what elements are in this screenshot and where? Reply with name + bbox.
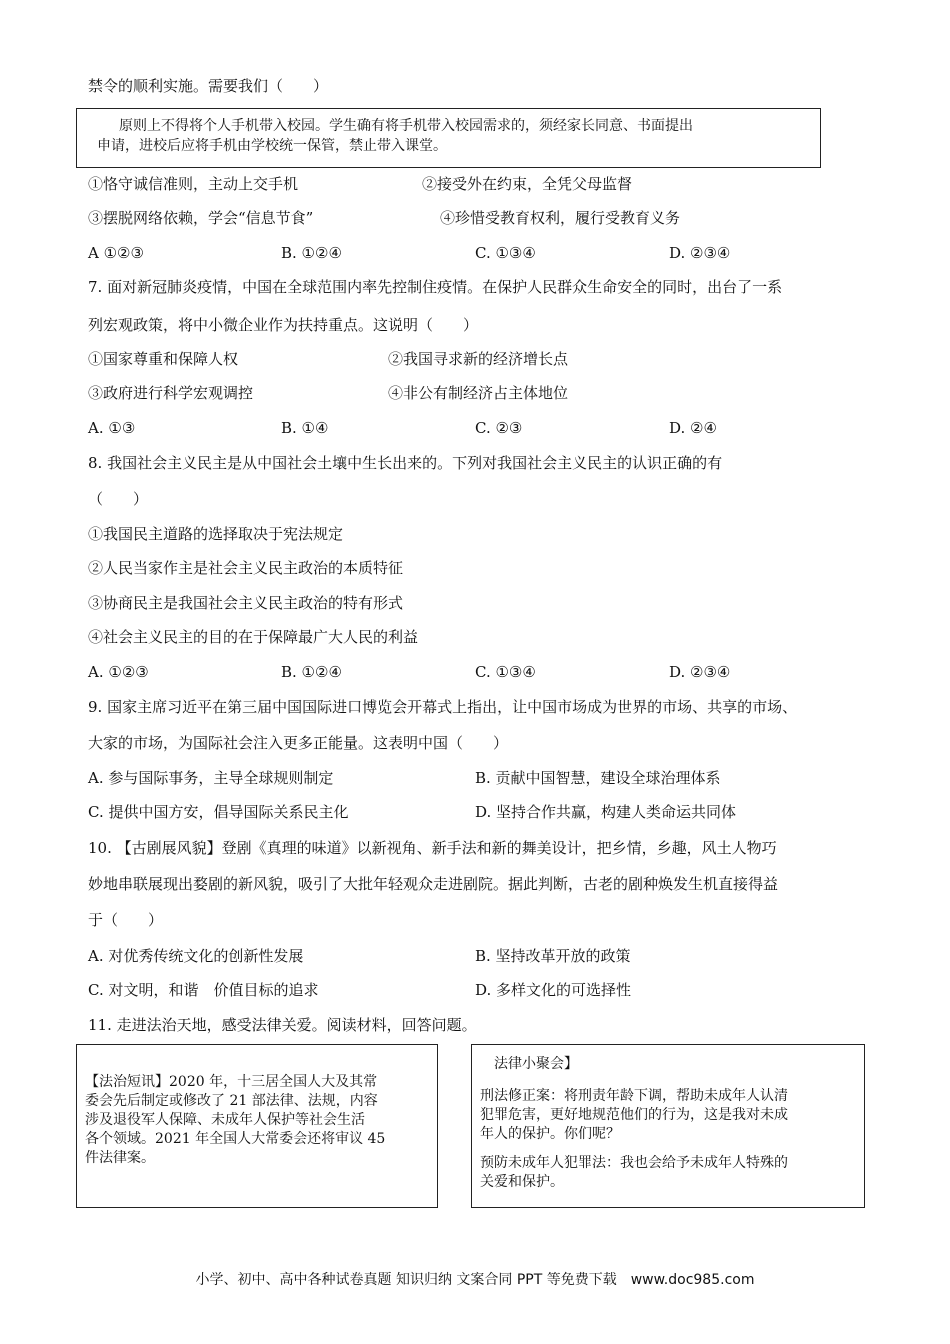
- q9-option-d: D. 坚持合作共赢，构建人类命运共同体: [475, 803, 737, 821]
- q9-option-a: A. 参与国际事务，主导全球规则制定: [88, 769, 334, 787]
- q9-option-c: C. 提供中国方安，倡导国际关系民主化: [88, 803, 349, 821]
- q11-left-line-3: 涉及退役军人保障、未成年人保护等社会生活: [85, 1112, 365, 1128]
- q11-right-line-4: 预防未成年人犯罪法：我也会给予未成年人特殊的: [480, 1155, 788, 1171]
- q11-right-line-2: 犯罪危害，更好地规范他们的行为，这是我对未成: [480, 1107, 788, 1123]
- q6-material-line-2: 申请，进校后应将手机由学校统一保管，禁止带入课堂。: [97, 138, 447, 154]
- q7-option-b: B. ①④: [281, 419, 329, 437]
- q6-statement-3: ③摆脱网络依赖，学会“信息节食”: [88, 209, 314, 227]
- q8-stem-line-2: （ ）: [88, 490, 149, 508]
- q11-right-title: 法律小聚会】: [494, 1056, 578, 1072]
- q8-statement-4: ④社会主义民主的目的在于保障最广大人民的利益: [88, 628, 419, 646]
- q7-statement-2: ②我国寻求新的经济增长点: [388, 350, 569, 368]
- q11-left-line-5: 件法律案。: [85, 1150, 155, 1166]
- q11-right-line-5: 关爱和保护。: [480, 1174, 564, 1190]
- q7-stem-line-2: 列宏观政策，将中小微企业作为扶持重点。这说明（ ）: [88, 316, 479, 334]
- q11-left-line-4: 各个领域。2021 年全国人大常委会还将审议 45: [85, 1131, 386, 1147]
- q7-statement-4: ④非公有制经济占主体地位: [388, 384, 569, 402]
- q6-stem: 禁令的顺利实施。需要我们（ ）: [88, 77, 329, 95]
- q8-statement-3: ③协商民主是我国社会主义民主政治的特有形式: [88, 594, 404, 612]
- q11-right-material-box: [471, 1044, 865, 1208]
- q6-statement-1: ①恪守诚信准则，主动上交手机: [88, 175, 299, 193]
- q10-stem-line-2: 妙地串联展现出婺剧的新风貌，吸引了大批年轻观众走进剧院。据此判断，古老的剧种焕发生机直接得益: [88, 875, 779, 893]
- page-footer: 小学、初中、高中各种试卷真题 知识归纳 文案合同 PPT 等免费下载 www.doc985.com: [195, 1272, 755, 1288]
- q6-option-d: D. ②③④: [669, 244, 731, 262]
- q9-option-b: B. 贡献中国智慧，建设全球治理体系: [475, 769, 721, 787]
- q11-right-line-3: 年人的保护。你们呢？: [480, 1126, 620, 1142]
- q6-statement-4: ④珍惜受教育权利，履行受教育义务: [440, 209, 681, 227]
- q8-option-a: A. ①②③: [88, 663, 149, 681]
- q7-option-a: A. ①③: [88, 419, 136, 437]
- q6-option-b: B. ①②④: [281, 244, 342, 262]
- q6-option-a: A ①②③: [88, 244, 144, 262]
- q8-statement-1: ①我国民主道路的选择取决于宪法规定: [88, 525, 344, 543]
- q10-option-d: D. 多样文化的可选择性: [475, 981, 632, 999]
- q7-option-d: D. ②④: [669, 419, 717, 437]
- q11-left-material-box: [76, 1044, 438, 1208]
- q8-stem-line-1: 8. 我国社会主义民主是从中国社会土壤中生长出来的。下列对我国社会主义民主的认识正确的有: [88, 454, 723, 472]
- q9-stem-line-1: 9. 国家主席习近平在第三届中国国际进口博览会开幕式上指出，让中国市场成为世界的市场、共享的市场、: [88, 698, 798, 716]
- q6-option-c: C. ①③④: [475, 244, 536, 262]
- q10-option-a: A. 对优秀传统文化的创新性发展: [88, 947, 304, 965]
- q10-stem-line-3: 于（ ）: [88, 911, 164, 929]
- q11-right-line-1: 刑法修正案：将刑责年龄下调，帮助未成年人认清: [480, 1088, 788, 1104]
- q8-option-d: D. ②③④: [669, 663, 731, 681]
- q10-stem-line-1: 10. 【古剧展风貌】登剧《真理的味道》以新视角、新手法和新的舞美设计，把乡情，乡趣，风土人物巧: [88, 839, 777, 857]
- q7-statement-3: ③政府进行科学宏观调控: [88, 384, 254, 402]
- q10-option-b: B. 坚持改革开放的政策: [475, 947, 631, 965]
- q8-statement-2: ②人民当家作主是社会主义民主政治的本质特征: [88, 559, 404, 577]
- q10-option-c: C. 对文明，和谐 价值目标的追求: [88, 981, 319, 999]
- q6-material-box: [76, 108, 821, 168]
- q7-statement-1: ①国家尊重和保障人权: [88, 350, 239, 368]
- q8-option-b: B. ①②④: [281, 663, 342, 681]
- q7-option-c: C. ②③: [475, 419, 523, 437]
- q11-left-line-2: 委会先后制定或修改了 21 部法律、法规，内容: [85, 1093, 378, 1109]
- q11-stem: 11. 走进法治天地，感受法律关爱。阅读材料，回答问题。: [88, 1016, 477, 1034]
- q6-statement-2: ②接受外在约束，全凭父母监督: [422, 175, 633, 193]
- q8-option-c: C. ①③④: [475, 663, 536, 681]
- q7-stem-line-1: 7. 面对新冠肺炎疫情，中国在全球范围内率先控制住疫情。在保护人民群众生命安全的同时，出台了一系: [88, 278, 783, 296]
- q11-left-line-1: 【法治短讯】2020 年，十三居全国人大及其常: [85, 1074, 378, 1090]
- q6-material-line-1: 原则上不得将个人手机带入校园。学生确有将手机带入校园需求的，须经家长同意、书面提出: [119, 118, 693, 134]
- q9-stem-line-2: 大家的市场，为国际社会注入更多正能量。这表明中国（ ）: [88, 734, 509, 752]
